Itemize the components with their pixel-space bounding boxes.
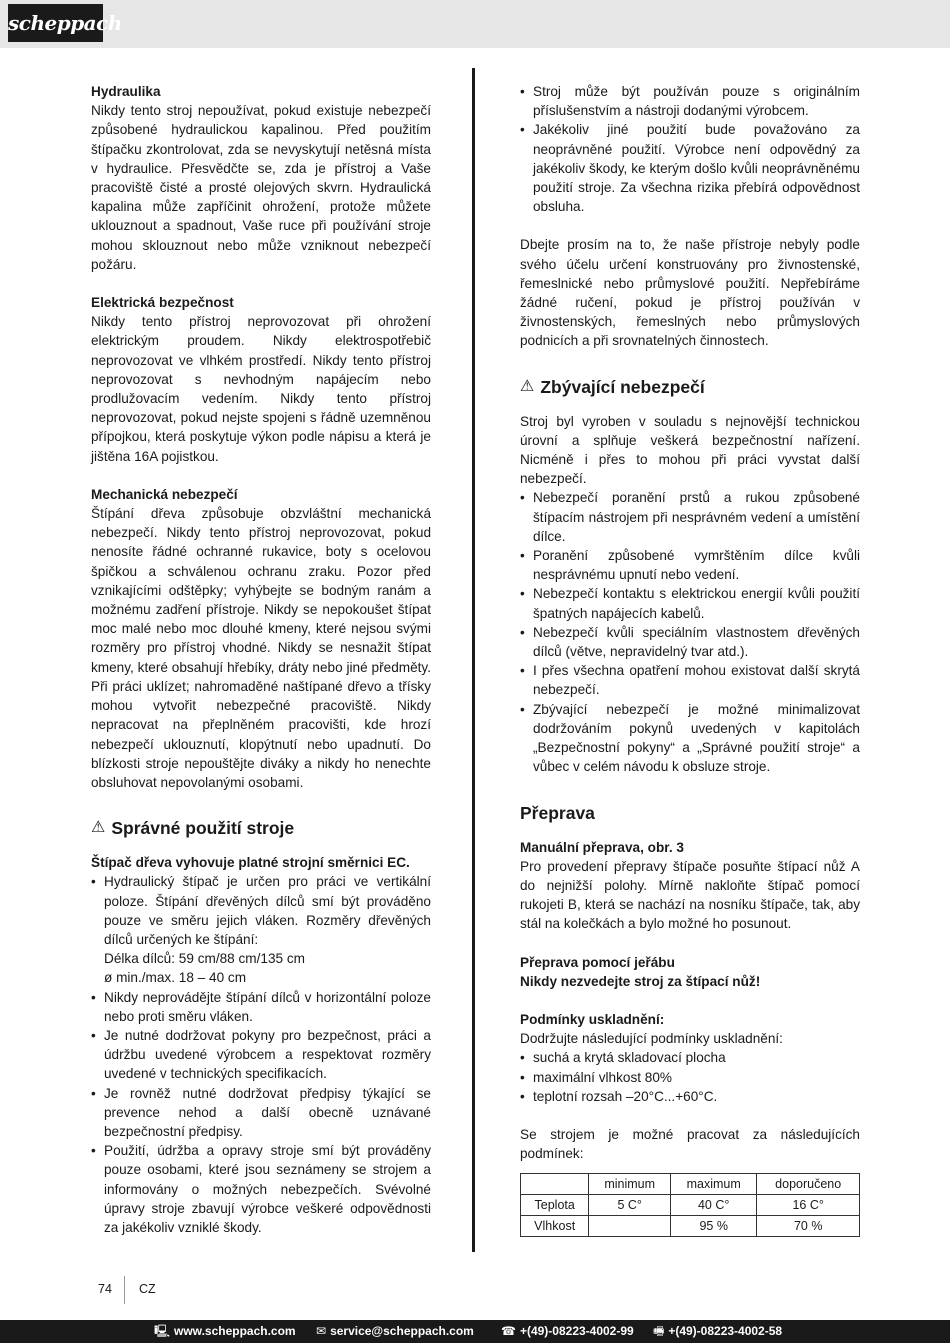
list-item: • suchá a krytá skladovací plocha bbox=[520, 1050, 726, 1066]
table-row bbox=[521, 1216, 860, 1237]
heading-zbyvajici bbox=[520, 376, 860, 398]
dims-line-diameter: ø min./max. 18 – 40 cm bbox=[104, 970, 247, 986]
bullet-list-zbyvajici bbox=[520, 488, 860, 776]
heading-preprava bbox=[520, 802, 860, 824]
list-item: • I přes všechna opatření mohou existovat další skrytá nebezpečí. bbox=[520, 663, 860, 698]
paragraph-table-intro: Se strojem je možné pracovat za následujících podmínek: bbox=[520, 1126, 860, 1162]
right-column bbox=[520, 82, 860, 1237]
list-item: • Nebezpečí kvůli speciálním vlastnostem dřevěných dílců (větve, nepravidelný tvar atd.). bbox=[520, 624, 860, 660]
table-cell: Vlhkost bbox=[521, 1216, 589, 1237]
heading-zbyvajici-label: Zbývající nebezpečí bbox=[540, 376, 705, 397]
phone-number: ☎ +(49)-08223-4002-99 bbox=[501, 1320, 634, 1343]
language-code: CZ bbox=[139, 1282, 156, 1296]
list-item: • Stroj může být používán pouze s originálním příslušenstvím a nástroji dodanými výrobcem. bbox=[520, 84, 860, 119]
section-title-elektro: Elektrická bezpečnost bbox=[91, 295, 234, 311]
warning-jerab: Nikdy nezvedejte stroj za štípací nůž! bbox=[520, 973, 761, 989]
subheading-smernice: Štípač dřeva vyhovuje platné strojní směrnici EC. bbox=[91, 855, 410, 871]
table-cell: 95 % bbox=[671, 1216, 757, 1237]
list-item: • Nebezpečí poranění prstů a rukou způsobené štípacím nástrojem při nesprávném vedení a umístění dílce. bbox=[520, 490, 860, 544]
page-number: 74 bbox=[98, 1282, 112, 1296]
phone-icon: ☎ bbox=[501, 1324, 516, 1338]
fax-number: 🖷 +(49)-08223-4002-58 bbox=[653, 1320, 782, 1343]
table-header-cell: minimum bbox=[589, 1174, 671, 1195]
email-icon: ✉ bbox=[316, 1324, 327, 1338]
warning-triangle-icon: ⚠ bbox=[91, 819, 106, 837]
paragraph-elektro: Nikdy tento přístroj neprovozovat při ohrožení elektrickým proudem. Nikdy elektrospotřebič neprovozovat ve vlhkém prostředí. Nikdy tento přístroj neprovozovat s nevhodným napájecím nebo prodlužovacím vedením. Nikdy tento přístroj neprovozovat, pokud nejste spojeni s řádně uzemněnou přípojkou, která poskytuje výkon podle nápisu a která je jištěna 16A pojistkou. bbox=[91, 314, 431, 464]
section-title-hydraulika: Hydraulika bbox=[91, 84, 161, 99]
list-item: • Je rovněž nutné dodržovat předpisy týkající se prevence nehod a další obecně uznávané bezpečnostní předpisy. bbox=[91, 1085, 431, 1139]
table-cell: 70 % bbox=[757, 1216, 860, 1237]
section-title-mech: Mechanická nebezpečí bbox=[91, 486, 238, 502]
list-item: • teplotní rozsah –20°C...+60°C. bbox=[520, 1088, 718, 1104]
left-column bbox=[91, 82, 431, 1237]
column-divider bbox=[472, 68, 475, 1252]
heading-preprava-label: Přeprava bbox=[520, 802, 595, 823]
subheading-manual: Manuální přeprava, obr. 3 bbox=[520, 839, 684, 855]
heading-spravne-label: Správné použití stroje bbox=[111, 818, 295, 839]
paragraph-mech: Štípání dřeva způsobuje obzvláštní mechanická nebezpečí. Nikdy tento přístroj neprovozovat, pokud nenosíte řádné ochranné rukavice, boty s ocelovou špičkou a schválenou ochranu zraku. Pozor před vznikajícími odštěpky; vyhýbejte se bodným ranám a možnému zadření přístroje. Nikdy se nepokoušet štípat moc malé nebo moc dlouhé kmeny, které nejsou svými rozměry pro přístroj vhodné. Nikdy se nesnažit štípat kmeny, které obsahují hřebíky, dráty nebo jiné předměty. Při práci uklízet; nahromaděné naštípané dřevo a třísky mohou vytvořit nebezpečné pracoviště. Nikdy nepracovat na přeplněném pracovišti, kde hrozí nebezpečí uklouznutí, klopýtnutí nebo upadnutí. Do blízkosti stroje nepouštějte diváky a nikdy ho nenechte obsluhovat nepovolanými osobami. bbox=[91, 506, 431, 790]
list-item: • maximální vlhkost 80% bbox=[520, 1069, 673, 1085]
contact-bar bbox=[0, 1320, 950, 1343]
table-row bbox=[521, 1195, 860, 1216]
website-link[interactable]: 🖳 www.scheppach.com bbox=[154, 1320, 296, 1343]
paragraph-sklad: Dodržujte následující podmínky uskladnění: bbox=[520, 1031, 783, 1047]
table-cell bbox=[589, 1216, 671, 1237]
table-cell: 40 C° bbox=[671, 1195, 757, 1216]
list-item: • Jakékoliv jiné použití bude považováno za neoprávněné použití. Výrobce není odpovědný za jakékoliv škody, ke kterým došlo kvůli neoprávněnému použití stroje. Za všechna rizika přebírá odpovědnost obsluha. bbox=[520, 122, 860, 215]
fax-icon: 🖷 bbox=[653, 1324, 665, 1338]
warning-triangle-icon: ⚠ bbox=[520, 377, 535, 395]
list-item: • Použití, údržba a opravy stroje smí být prováděny pouze osobami, které jsou seznámeny se strojem a informovány o možných nebezpečích. Svévolné úpravy stroje zbavují výrobce veškeré odpovědnosti za jakékoliv vzniklé škody. bbox=[91, 1143, 431, 1235]
subheading-jerab: Přeprava pomocí jeřábu bbox=[520, 954, 675, 970]
heading-spravne-pouziti bbox=[91, 817, 431, 839]
table-header-row bbox=[521, 1174, 860, 1195]
bullet-list-spravne bbox=[91, 872, 431, 1237]
table-cell: 5 C° bbox=[589, 1195, 671, 1216]
table-header-cell: doporučeno bbox=[757, 1174, 860, 1195]
table-cell: 16 C° bbox=[757, 1195, 860, 1216]
paragraph-hydraulika: Nikdy tento stroj nepoužívat, pokud existuje nebezpečí způsobené hydraulickou kapalinou. Před použitím štípačku zkontrolovat, zda se nevyskytují netěsná místa v hydraulice. Přesvědčte se, zda je přístroj a Vaše pracoviště čisté a prosté olejových skvrn. Hydraulická kapalina může zapříčinit ohrožení, protože můžete uklouznout a spadnout, Vaše ruce při používání stroje mohou sklouznout nebo může vzniknout nebezpečí požáru. bbox=[91, 103, 431, 272]
paragraph-manual: Pro provedení přepravy štípače posuňte štípací nůž A do nejnižší polohy. Mírně nakloňte štípač pomocí rukojeti B, která se nachází na nosníku štípače, tak, aby stál na kolečkách a bylo možné ho posunout. bbox=[520, 858, 860, 932]
dims-line-length: Délka dílců: 59 cm/88 cm/135 cm bbox=[104, 951, 305, 967]
list-item: • Hydraulický štípač je určen pro práci ve vertikální poloze. Štípání dřevěných dílců smí být prováděno pouze ve směru jejich vláken. Rozměry dřevěných dílců určených ke štípání: Délka dílců: 59 cm/88 cm/135 cm ø min./max. 18 – 40 cm bbox=[91, 874, 431, 986]
paragraph-note: Dbejte prosím na to, že naše přístroje nebyly podle svého účelu určení konstruovány pro živnostenské, řemeslnické nebo průmyslové použití. Nepřebíráme žádné ručení, pokud je přístroj používán v živnostenských, řemeslných nebo průmyslových podnicích a při srovnatelných činnostech. bbox=[520, 237, 860, 349]
conditions-table bbox=[520, 1173, 860, 1237]
table-header-cell bbox=[521, 1174, 589, 1195]
subheading-sklad: Podmínky uskladnění: bbox=[520, 1011, 665, 1027]
table-header-cell: maximum bbox=[671, 1174, 757, 1195]
email-link[interactable]: ✉ service@scheppach.com bbox=[316, 1320, 474, 1343]
header-bar bbox=[0, 0, 950, 48]
footer-separator bbox=[124, 1276, 125, 1304]
list-item: • Zbývající nebezpečí je možné minimalizovat dodržováním pokynů uvedených v kapitolách „Bezpečnostní pokyny“ a „Správné použití stroje“ a vůbec v celém návodu k obsluze stroje. bbox=[520, 701, 860, 775]
list-item: • Poranění způsobené vymrštěním dílce kvůli nesprávnému upnutí nebo vedení. bbox=[520, 548, 860, 583]
scheppach-logo: scheppach bbox=[8, 4, 103, 42]
list-item: • Nebezpečí kontaktu s elektrickou energií kvůli použití špatných napájecích kabelů. bbox=[520, 586, 860, 621]
table-cell: Teplota bbox=[521, 1195, 589, 1216]
bullet-list-top bbox=[520, 82, 860, 216]
computer-icon: 🖳 bbox=[154, 1324, 171, 1338]
bullet-list-sklad bbox=[520, 1048, 860, 1106]
list-item: • Nikdy neprovádějte štípání dílců v horizontální poloze nebo proti směru vláken. bbox=[91, 989, 431, 1024]
list-item: • Je nutné dodržovat pokyny pro bezpečnost, práci a údržbu uvedené výrobcem a respektovat rozměry uvedené v technických specifikacích. bbox=[91, 1027, 431, 1082]
paragraph-zbyvajici: Stroj byl vyroben v souladu s nejnovější technickou úrovní a splňuje veškerá bezpečnostní nařízení. Nicméně i přes to mohou při práci vyvstat další nebezpečí. bbox=[520, 413, 860, 487]
